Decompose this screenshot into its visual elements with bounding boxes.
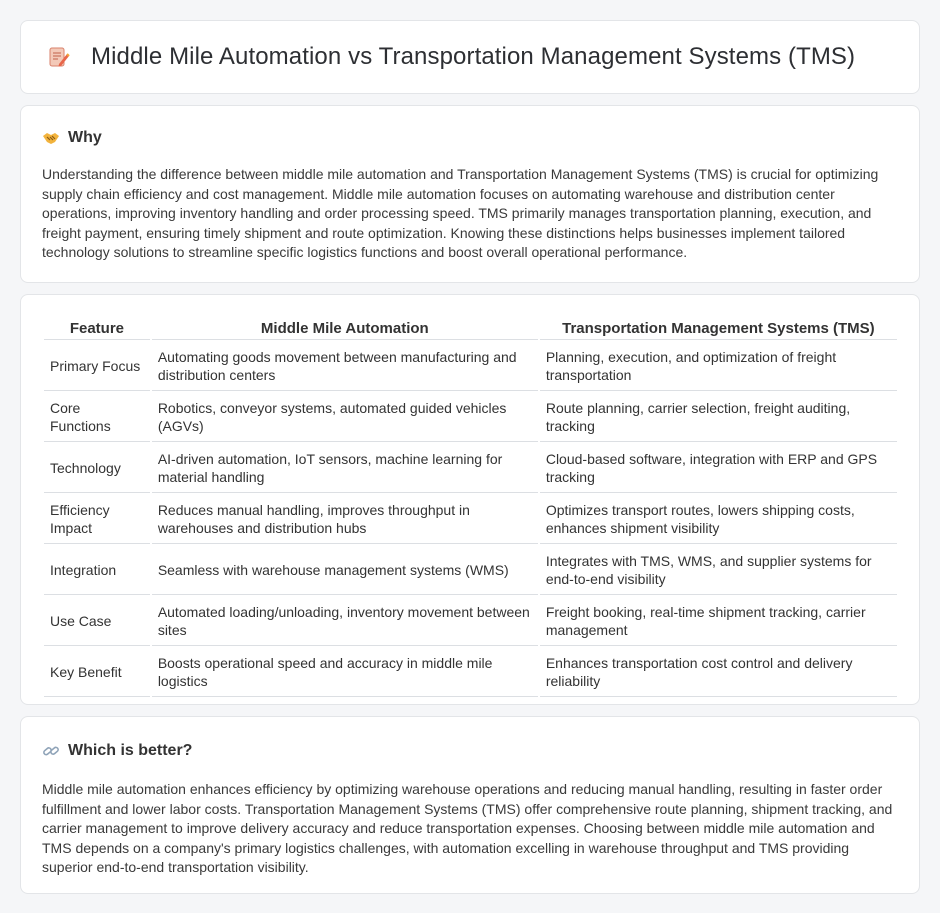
better-header: [42, 741, 898, 761]
feature-cell: Key Benefit: [44, 648, 150, 697]
why-title: Why: [68, 129, 102, 146]
feature-cell: Efficiency Impact: [44, 495, 150, 544]
feature-cell: Core Functions: [44, 393, 150, 442]
table-row: [44, 648, 897, 697]
middle-mile-cell: Reduces manual handling, improves throughput in warehouses and distribution hubs: [152, 495, 538, 544]
middle-mile-cell: Robotics, conveyor systems, automated guided vehicles (AGVs): [152, 393, 538, 442]
table-row: [44, 495, 897, 544]
feature-cell: Primary Focus: [44, 342, 150, 391]
page-title: Middle Mile Automation vs Transportation Management Systems (TMS): [91, 43, 856, 70]
comparison-table: [42, 315, 899, 699]
table-row: [44, 597, 897, 646]
feature-cell: Use Case: [44, 597, 150, 646]
why-header: [42, 128, 898, 148]
header-feature: Feature: [44, 317, 150, 340]
tms-cell: Enhances transportation cost control and delivery reliability: [540, 648, 897, 697]
title-card: [20, 20, 920, 94]
tms-cell: Route planning, carrier selection, freight auditing, tracking: [540, 393, 897, 442]
comparison-table-section: [20, 294, 920, 705]
handshake-icon: [42, 129, 60, 147]
middle-mile-cell: Boosts operational speed and accuracy in middle mile logistics: [152, 648, 538, 697]
header-tms: Transportation Management Systems (TMS): [540, 317, 897, 340]
middle-mile-cell: Automated loading/unloading, inventory movement between sites: [152, 597, 538, 646]
table-row: [44, 342, 897, 391]
tms-cell: Optimizes transport routes, lowers shipping costs, enhances shipment visibility: [540, 495, 897, 544]
middle-mile-cell: AI-driven automation, IoT sensors, machine learning for material handling: [152, 444, 538, 493]
link-icon: [42, 742, 60, 760]
middle-mile-cell: Seamless with warehouse management systems (WMS): [152, 546, 538, 595]
tms-cell: Freight booking, real-time shipment tracking, carrier management: [540, 597, 897, 646]
which-is-better-section: [20, 716, 920, 894]
header-middle-mile: Middle Mile Automation: [152, 317, 538, 340]
middle-mile-cell: Automating goods movement between manufacturing and distribution centers: [152, 342, 538, 391]
better-text: Middle mile automation enhances efficiency by optimizing warehouse operations and reducing manual handling, resulting in faster order fulfillment and lower labor costs. Transportation Management Systems (TMS) offer comprehensive route planning, shipment tracking, and carrier management to improve delivery accuracy and reduce transportation expenses. Choosing between middle mile automation and TMS depends on a company's primary logistics challenges, with automation excelling in warehouse throughput and TMS providing superior end-to-end transportation visibility.: [42, 781, 893, 876]
better-title: Which is better?: [68, 742, 193, 759]
tms-cell: Cloud-based software, integration with ERP and GPS tracking: [540, 444, 897, 493]
tms-cell: Integrates with TMS, WMS, and supplier systems for end-to-end visibility: [540, 546, 897, 595]
why-section: [20, 105, 920, 283]
document-pencil-icon: [47, 45, 71, 69]
table-row: [44, 546, 897, 595]
feature-cell: Integration: [44, 546, 150, 595]
table-row: [44, 444, 897, 493]
table-header-row: [44, 317, 897, 340]
table-row: [44, 393, 897, 442]
feature-cell: Technology: [44, 444, 150, 493]
tms-cell: Planning, execution, and optimization of freight transportation: [540, 342, 897, 391]
why-text: Understanding the difference between middle mile automation and Transportation Management Systems (TMS) is crucial for optimizing supply chain efficiency and cost management. Middle mile automation focuses on automating warehouse and distribution center operations, improving inventory handling and order processing speed. TMS primarily manages transportation planning, execution, and freight payment, ensuring timely shipment and route optimization. Knowing these distinctions helps businesses implement tailored technology solutions to streamline specific logistics functions and boost overall operational performance.: [42, 166, 879, 261]
